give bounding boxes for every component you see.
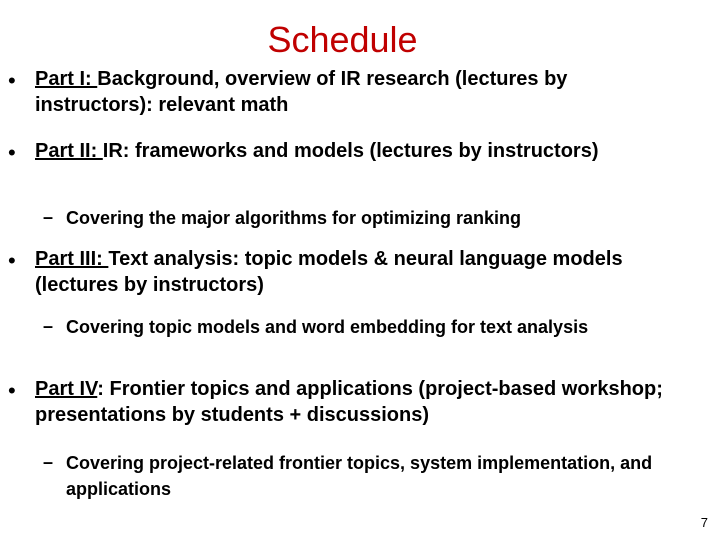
sub-description: Covering topic models and word embedding for text analysis (66, 317, 589, 337)
sub-description: Covering the major algorithms for optimizing ranking (66, 208, 522, 228)
part-description: Background, overview of IR research (lectures by instructors): relevant math (35, 68, 568, 116)
part-label: Part IV (35, 378, 98, 400)
part-label: Part I: (35, 68, 98, 90)
part-description: : Frontier topics and applications (project-based workshop; presentations by students + discussions) (35, 378, 663, 426)
dash-icon: – (43, 452, 54, 472)
dash-icon: – (43, 316, 54, 336)
page-number: 7 (700, 515, 708, 530)
slide-title: Schedule (267, 19, 418, 60)
part-label: Part III: (35, 248, 109, 270)
part-label: Part II: (35, 140, 103, 162)
sub-description: Covering project-related frontier topics, system implementation, and applications (66, 453, 653, 499)
dash-icon: – (43, 207, 54, 227)
part-description: Text analysis: topic models & neural language models (lectures by instructors) (35, 248, 623, 296)
bullet-icon: • (8, 378, 16, 403)
bullet-icon: • (8, 248, 16, 273)
bullet-icon: • (8, 68, 16, 93)
part-description: IR: frameworks and models (lectures by instructors) (102, 140, 599, 162)
bullet-icon: • (8, 140, 16, 165)
